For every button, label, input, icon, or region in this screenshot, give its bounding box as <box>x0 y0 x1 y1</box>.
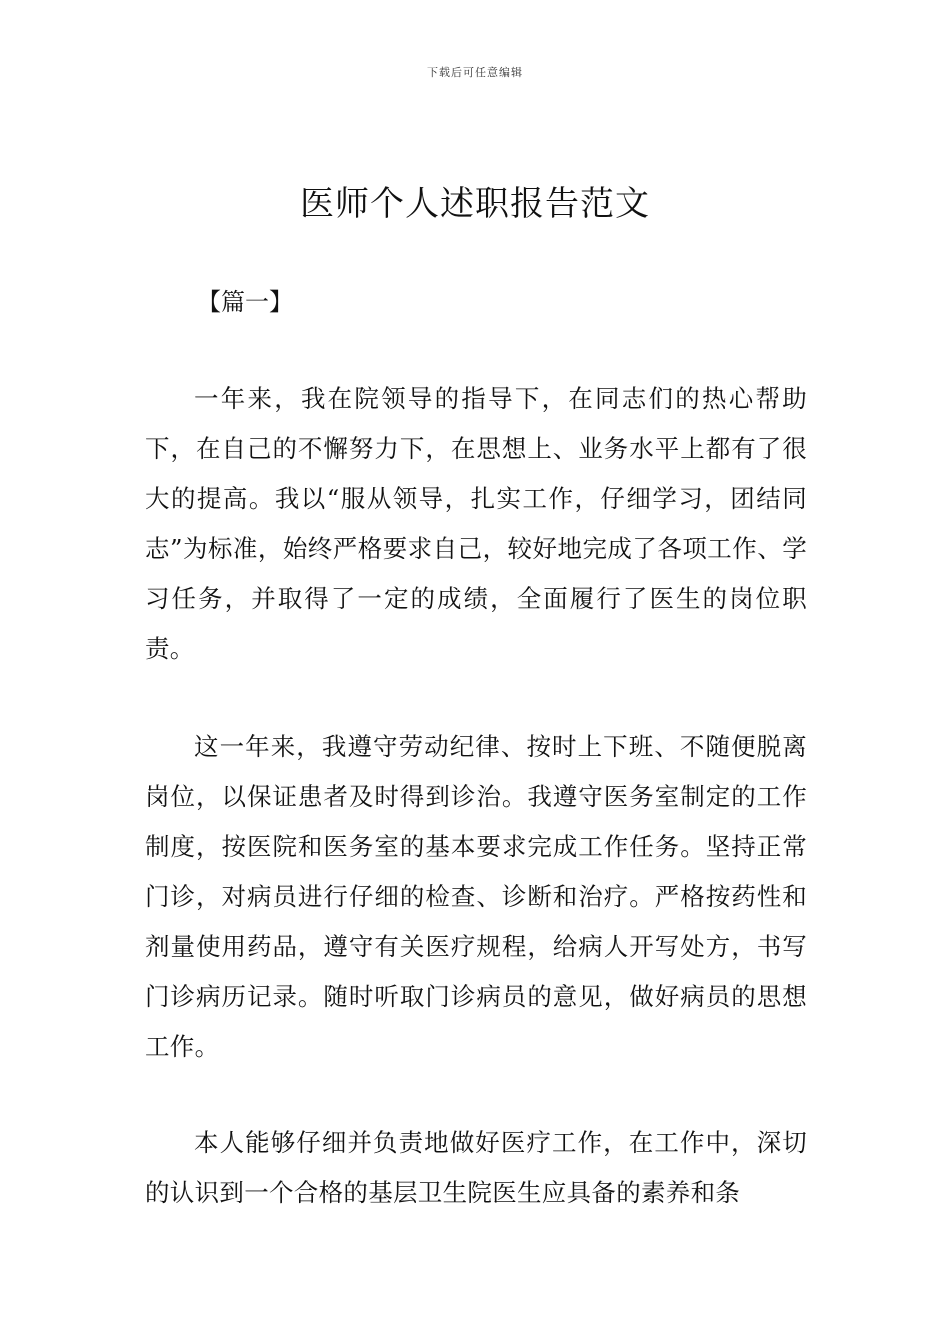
document-title: 医师个人述职报告范文 <box>300 184 650 224</box>
header-note: 下载后可任意编辑 <box>427 66 523 79</box>
paragraph-2: 这一年来，我遵守劳动纪律、按时上下班、不随便脱离岗位，以保证患者及时得到诊治。我遵守医务室制定的工作制度，按医院和医务室的基本要求完成工作任务。坚持正常门诊，对病员进行仔细的检查、诊断和治疗。严格按药性和剂量使用药品，遵守有关医疗规程，给病人开写处方，书写门诊病历记录。随时听取门诊病员的意见，做好病员的思想工作。 <box>145 732 807 1061</box>
section-label: 【篇一】 <box>197 288 293 316</box>
paragraph-1: 一年来，我在院领导的指导下，在同志们的热心帮助下，在自己的不懈努力下，在思想上、业务水平上都有了很大的提高。我以“服从领导，扎实工作，仔细学习，团结同志”为标准，始终严格要求自己，较好地完成了各项工作、学习任务，并取得了一定的成绩，全面履行了医生的岗位职责。 <box>145 384 807 663</box>
paragraph-3: 本人能够仔细并负责地做好医疗工作，在工作中，深切的认识到一个合格的基层卫生院医生应具备的素养和条 <box>145 1128 807 1207</box>
